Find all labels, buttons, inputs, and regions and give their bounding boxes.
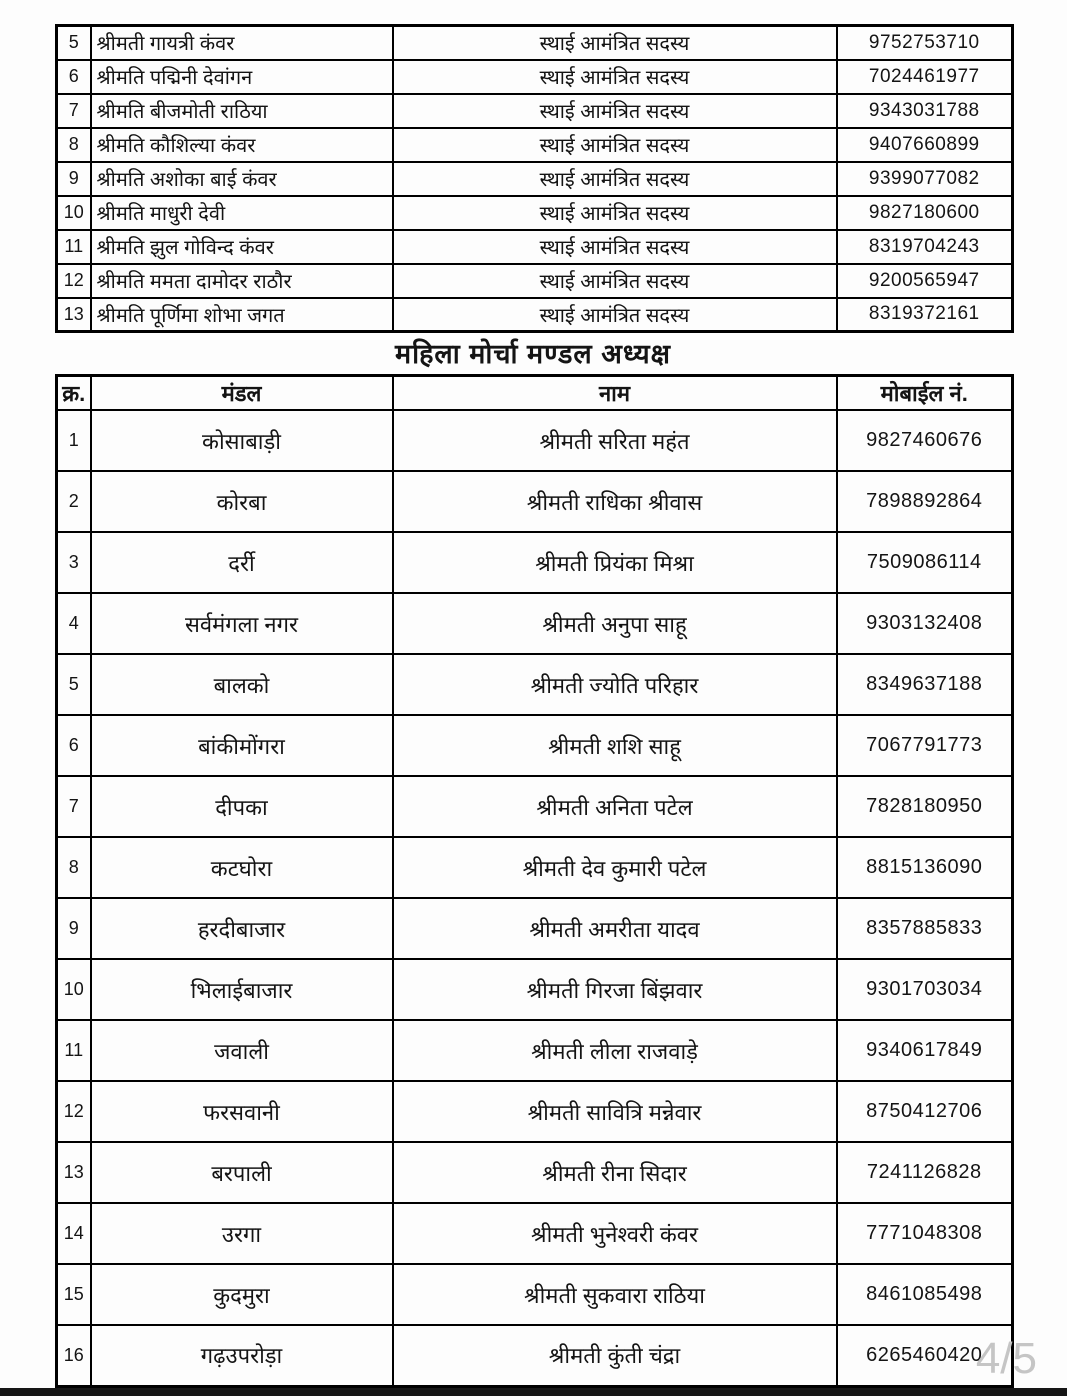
cell-mandal: दर्री [91, 532, 393, 593]
table-row [57, 898, 1013, 959]
table-row [57, 264, 1013, 298]
cell-mandal: उरगा [91, 1203, 393, 1264]
section-heading: महिला मोर्चा मण्डल अध्यक्ष [394, 339, 672, 369]
table-row [57, 837, 1013, 898]
table-row [57, 1325, 1013, 1386]
cell-sn: 1 [57, 410, 91, 471]
cell-mandal: दीपका [91, 776, 393, 837]
cell-mandal: कुदमुरा [91, 1264, 393, 1325]
cell-name: श्रीमती प्रियंका मिश्रा [393, 532, 837, 593]
header-mandal: मंडल [91, 376, 393, 411]
cell-mandal: हरदीबाजार [91, 898, 393, 959]
cell-mobile: 8750412706 [837, 1081, 1013, 1142]
cell-mandal: जवाली [91, 1020, 393, 1081]
cell-mandal: कटघोरा [91, 837, 393, 898]
table-row [57, 471, 1013, 532]
cell-mobile: 8461085498 [837, 1264, 1013, 1325]
cell-sn: 3 [57, 532, 91, 593]
cell-designation: स्थाई आमंत्रित सदस्य [393, 128, 837, 162]
cell-name: श्रीमति पद्मिनी देवांगन [91, 60, 393, 94]
cell-mandal: फरसवानी [91, 1081, 393, 1142]
cell-sn: 8 [57, 837, 91, 898]
cell-name: श्रीमती शशि साहू [393, 715, 837, 776]
cell-mobile: 9827460676 [837, 410, 1013, 471]
cell-name: श्रीमती सावित्रि मन्नेवार [393, 1081, 837, 1142]
cell-name: श्रीमति पूर्णिमा शोभा जगत [91, 298, 393, 332]
cell-name: श्रीमती अनिता पटेल [393, 776, 837, 837]
table-row [57, 230, 1013, 264]
cell-mobile: 9340617849 [837, 1020, 1013, 1081]
cell-name: श्रीमती गिरजा बिंझवार [393, 959, 837, 1020]
cell-name: श्रीमती ज्योति परिहार [393, 654, 837, 715]
cell-mobile: 9343031788 [837, 94, 1013, 128]
cell-mandal: सर्वमंगला नगर [91, 593, 393, 654]
header-serial: क्र. [57, 376, 91, 411]
cell-mobile: 7067791773 [837, 715, 1013, 776]
cell-mobile: 8319704243 [837, 230, 1013, 264]
cell-mobile: 7771048308 [837, 1203, 1013, 1264]
mandal-table-body [57, 410, 1013, 1386]
cell-mobile: 9303132408 [837, 593, 1013, 654]
cell-mandal: कोसाबाड़ी [91, 410, 393, 471]
table-row [57, 298, 1013, 332]
cell-name: श्रीमती सुकवारा राठिया [393, 1264, 837, 1325]
table-row [57, 715, 1013, 776]
cell-name: श्रीमती देव कुमारी पटेल [393, 837, 837, 898]
cell-sn: 4 [57, 593, 91, 654]
header-mobile: मोबाईल नं. [837, 376, 1013, 411]
cell-mandal: भिलाईबाजार [91, 959, 393, 1020]
cell-mandal: गढ़उपरोड़ा [91, 1325, 393, 1386]
cell-sn: 6 [57, 60, 91, 94]
cell-mandal: कोरबा [91, 471, 393, 532]
cell-name: श्रीमति अशोका बाई कंवर [91, 162, 393, 196]
cell-designation: स्थाई आमंत्रित सदस्य [393, 162, 837, 196]
cell-sn: 7 [57, 776, 91, 837]
cell-sn: 11 [57, 1020, 91, 1081]
cell-mobile: 6265460420 [837, 1325, 1013, 1386]
cell-name: श्रीमती कुंती चंद्रा [393, 1325, 837, 1386]
table-row [57, 959, 1013, 1020]
cell-designation: स्थाई आमंत्रित सदस्य [393, 298, 837, 332]
table-row [57, 410, 1013, 471]
cell-mobile: 9399077082 [837, 162, 1013, 196]
cell-designation: स्थाई आमंत्रित सदस्य [393, 230, 837, 264]
table-row [57, 1020, 1013, 1081]
footer-bar [0, 1388, 1067, 1396]
table-row [57, 593, 1013, 654]
cell-name: श्रीमती गायत्री कंवर [91, 26, 393, 60]
cell-mobile: 7241126828 [837, 1142, 1013, 1203]
cell-sn: 10 [57, 196, 91, 230]
table-row [57, 1142, 1013, 1203]
cell-mobile: 9301703034 [837, 959, 1013, 1020]
table-row [57, 532, 1013, 593]
cell-sn: 6 [57, 715, 91, 776]
cell-mobile: 9752753710 [837, 26, 1013, 60]
cell-name: श्रीमती लीला राजवाड़े [393, 1020, 837, 1081]
cell-sn: 13 [57, 1142, 91, 1203]
cell-name: श्रीमति ममता दामोदर राठौर [91, 264, 393, 298]
table-row [57, 94, 1013, 128]
cell-name: श्रीमति झुल गोविन्द कंवर [91, 230, 393, 264]
mandal-presidents-table [55, 374, 1014, 1388]
cell-name: श्रीमति कौशिल्या कंवर [91, 128, 393, 162]
cell-designation: स्थाई आमंत्रित सदस्य [393, 60, 837, 94]
cell-mobile: 9827180600 [837, 196, 1013, 230]
cell-name: श्रीमती अमरीता यादव [393, 898, 837, 959]
header-name: नाम [393, 376, 837, 411]
cell-sn: 13 [57, 298, 91, 332]
cell-mobile: 7828180950 [837, 776, 1013, 837]
cell-mobile: 9200565947 [837, 264, 1013, 298]
cell-sn: 9 [57, 162, 91, 196]
cell-sn: 16 [57, 1325, 91, 1386]
cell-sn: 2 [57, 471, 91, 532]
cell-mandal: बरपाली [91, 1142, 393, 1203]
cell-sn: 11 [57, 230, 91, 264]
cell-mandal: बांकीमोंगरा [91, 715, 393, 776]
table-row [57, 60, 1013, 94]
cell-name: श्रीमती भुनेश्वरी कंवर [393, 1203, 837, 1264]
table-row [57, 1264, 1013, 1325]
table-row [57, 162, 1013, 196]
cell-name: श्रीमती रीना सिदार [393, 1142, 837, 1203]
cell-designation: स्थाई आमंत्रित सदस्य [393, 94, 837, 128]
cell-mobile: 8815136090 [837, 837, 1013, 898]
cell-mobile: 9407660899 [837, 128, 1013, 162]
cell-sn: 10 [57, 959, 91, 1020]
page-indicator: 4/5 [975, 1334, 1037, 1383]
cell-name: श्रीमति माधुरी देवी [91, 196, 393, 230]
cell-mobile: 8357885833 [837, 898, 1013, 959]
cell-sn: 5 [57, 26, 91, 60]
cell-designation: स्थाई आमंत्रित सदस्य [393, 196, 837, 230]
cell-name: श्रीमति बीजमोती राठिया [91, 94, 393, 128]
cell-mobile: 8319372161 [837, 298, 1013, 332]
invited-members-table [55, 24, 1014, 333]
cell-mobile: 7509086114 [837, 532, 1013, 593]
cell-sn: 15 [57, 1264, 91, 1325]
cell-sn: 9 [57, 898, 91, 959]
table-row [57, 1081, 1013, 1142]
table-row [57, 776, 1013, 837]
cell-name: श्रीमती अनुपा साहू [393, 593, 837, 654]
table-row [57, 26, 1013, 60]
cell-mobile: 7898892864 [837, 471, 1013, 532]
cell-name: श्रीमती सरिता महंत [393, 410, 837, 471]
cell-sn: 12 [57, 264, 91, 298]
cell-sn: 12 [57, 1081, 91, 1142]
cell-sn: 14 [57, 1203, 91, 1264]
cell-name: श्रीमती राधिका श्रीवास [393, 471, 837, 532]
invited-members-table-body [57, 26, 1013, 332]
cell-sn: 5 [57, 654, 91, 715]
table-row [57, 654, 1013, 715]
cell-designation: स्थाई आमंत्रित सदस्य [393, 264, 837, 298]
mandal-table-header-row [57, 376, 1013, 411]
table-row [57, 196, 1013, 230]
cell-mandal: बालको [91, 654, 393, 715]
cell-sn: 8 [57, 128, 91, 162]
table-row [57, 128, 1013, 162]
cell-mobile: 8349637188 [837, 654, 1013, 715]
cell-designation: स्थाई आमंत्रित सदस्य [393, 26, 837, 60]
cell-sn: 7 [57, 94, 91, 128]
cell-mobile: 7024461977 [837, 60, 1013, 94]
table-row [57, 1203, 1013, 1264]
